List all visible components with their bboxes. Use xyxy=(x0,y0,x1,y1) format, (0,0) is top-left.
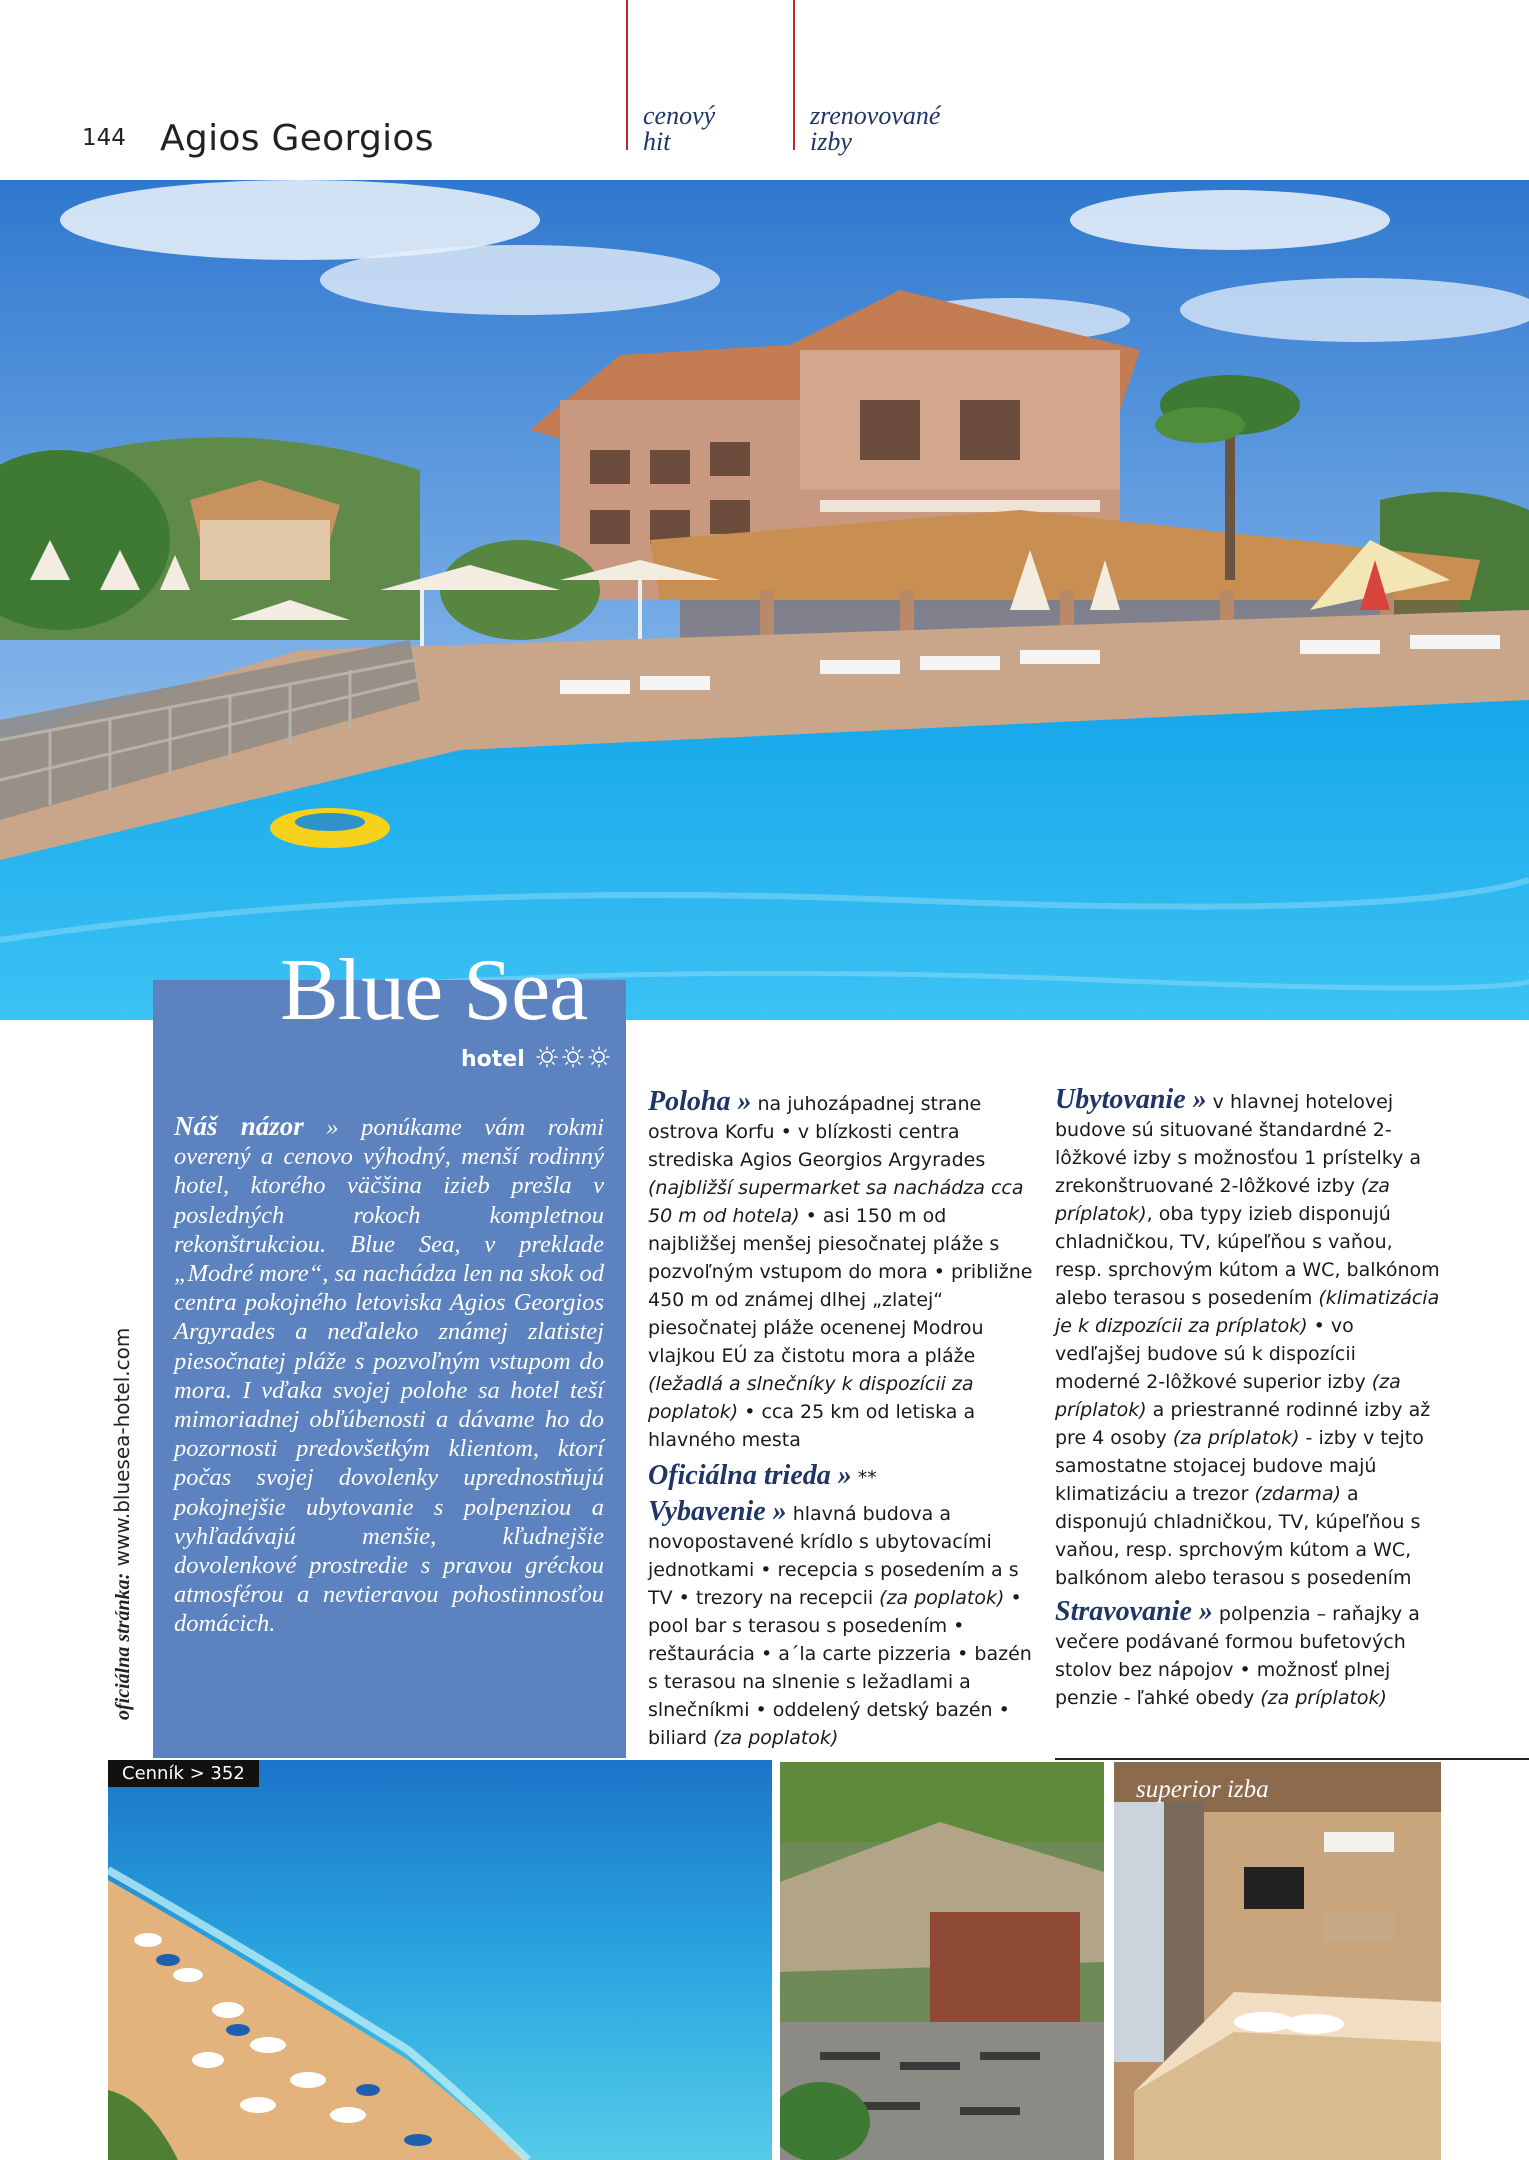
facilities-text: hlavná budova a novopostavené krídlo s ubytovacími jednotkami • recepcia s posedením a s TV • trezory na recepcii xyxy=(648,1503,1019,1609)
accommodation-text: - izby v tejto samostatne stojacej budove majú klimatizáciu a trezor xyxy=(1055,1427,1424,1505)
location-text: • asi 150 m od najbližšej menšej piesočnatej pláže s pozvoľným vstupom do mora • približne 450 m od známej dlhej „zlatej“ piesočnatej pláže ocenenej Modrou vlajkou EÚ za čistotu mora a pláže xyxy=(648,1205,1033,1367)
renovated-rooms-tag: zrenovované izby xyxy=(810,101,941,156)
location-text: • cca 25 km od letiska a hlavného mesta xyxy=(648,1401,976,1451)
price-list-reference[interactable]: Cenník > 352 xyxy=(108,1760,259,1787)
sun-icon xyxy=(536,1046,558,1074)
beach-photo xyxy=(108,1760,772,2160)
dining-heading: Stravovanie » xyxy=(1055,1596,1213,1627)
location-section xyxy=(648,1088,1033,1454)
restaurant-terrace-photo xyxy=(780,1762,1104,2160)
website-label: oficiálna stránka: xyxy=(112,1572,134,1720)
dining-text: polpenzia – raňajky a večere podávané formou bufetových stolov bez nápojov • možnosť plnej penzie - ľahké obedy xyxy=(1055,1603,1420,1709)
location-note: (ležadlá a slnečníky k dispozícii za poplatok) xyxy=(648,1373,974,1423)
accommodation-note: (zdarma) xyxy=(1254,1483,1341,1505)
official-class-value: ** xyxy=(851,1467,877,1489)
hotel-category xyxy=(461,1046,610,1074)
page-number: 144 xyxy=(82,125,126,151)
sun-icon xyxy=(562,1046,584,1074)
accommodation-text: • vo vedľajšej budove sú k dispozícii moderné 2-lôžkové superior izby xyxy=(1055,1315,1372,1393)
our-opinion-text xyxy=(174,1112,604,1639)
info-column-location xyxy=(648,1088,1033,1752)
price-hit-tag: cenový hit xyxy=(643,101,716,156)
facilities-note: (za poplatok) xyxy=(879,1587,1005,1609)
sun-icon xyxy=(588,1046,610,1074)
hotel-name: Blue Sea xyxy=(280,942,588,1039)
accommodation-text: a priestranné rodinné izby až pre 4 osoby xyxy=(1055,1399,1431,1449)
facilities-note: (za poplatok) xyxy=(713,1727,839,1749)
accommodation-note: (za príplatok) xyxy=(1172,1427,1300,1449)
location-heading: Poloha » xyxy=(648,1086,752,1117)
official-class-heading: Oficiálna trieda » xyxy=(648,1460,852,1491)
room-photo-caption: superior izba xyxy=(1136,1776,1269,1803)
hotel-type-label: hotel xyxy=(461,1047,525,1072)
facilities-text: • pool bar s terasou s posedením • reštaurácia • a´la carte pizzeria • bazén s terasou na slnenie s ležadlami a slnečníkmi • oddelený detský bazén • biliard xyxy=(648,1587,1032,1749)
opinion-heading: Náš názor xyxy=(174,1111,304,1141)
accommodation-text: a disponujú chladničkou, TV, kúpeľňou s vaňou, resp. sprchovým kútom a WC, balkónom alebo terasou s posedením xyxy=(1055,1483,1421,1589)
accommodation-section xyxy=(1055,1086,1440,1592)
location-note: (najbližší supermarket sa nachádza cca 50 m od hotela) xyxy=(648,1177,1024,1227)
dining-note: (za príplatok) xyxy=(1260,1687,1387,1709)
official-website[interactable] xyxy=(110,1328,135,1720)
section-divider xyxy=(1055,1758,1529,1760)
official-class-section xyxy=(648,1462,1033,1492)
opinion-body: » ponúkame vám rokmi overený a cenovo výhodný, menší rodinný hotel, ktorého väčšina izieb prešla v posledných rokoch kompletnou rekonštrukciou. Blue Sea, v preklade „Modré more“, sa nachádza len na skok od centra pokojného letoviska Agios Georgios Argyrades a neďaleko známej zlatistej piesočnatej pláže s pozvoľným vstupom do mora. I vďaka svojej polohe sa hotel teší mimoriadnej obľúbenosti a dávame ho do pozornosti predovšetkým klientom, ktorí počas svojej dovolenky uprednostňujú pokojnejšie ubytovanie s polpenziou a vyhľadávajú menšie, kľudnejšie dovolenkové prostredie s pravou gréckou atmosférou a nevtieravou pohostinnosťou domácich. xyxy=(174,1114,604,1638)
hotel-pool-photo xyxy=(0,180,1529,1020)
location-text: na juhozápadnej strane ostrova Korfu • v blízkosti centra strediska Agios Georgios Argyrades xyxy=(648,1093,986,1171)
header-divider xyxy=(626,0,628,150)
accommodation-note: (klimatizácia je k dizpozícii za príplatok) xyxy=(1055,1287,1440,1337)
facilities-section xyxy=(648,1498,1033,1752)
accommodation-text: v hlavnej hotelovej budove sú situované štandardné 2-lôžkové izby s možnosťou 1 prístelky a zrekonštruované 2-lôžkové izby xyxy=(1055,1091,1422,1197)
accommodation-heading: Ubytovanie » xyxy=(1055,1084,1207,1115)
info-column-accommodation xyxy=(1055,1086,1440,1712)
accommodation-note: (za príplatok) xyxy=(1055,1371,1401,1421)
dining-section xyxy=(1055,1598,1440,1712)
destination-title: Agios Georgios xyxy=(160,118,434,159)
facilities-heading: Vybavenie » xyxy=(648,1496,787,1527)
accommodation-text: , oba typy izieb disponujú chladničkou, TV, kúpeľňou s vaňou, resp. sprchovým kútom a WC, balkónom alebo terasou s posedením xyxy=(1055,1203,1440,1309)
accommodation-note: (za príplatok) xyxy=(1055,1175,1390,1225)
superior-room-photo xyxy=(1114,1762,1441,2160)
header-divider xyxy=(793,0,795,150)
website-url[interactable]: www.bluesea-hotel.com xyxy=(110,1327,134,1567)
